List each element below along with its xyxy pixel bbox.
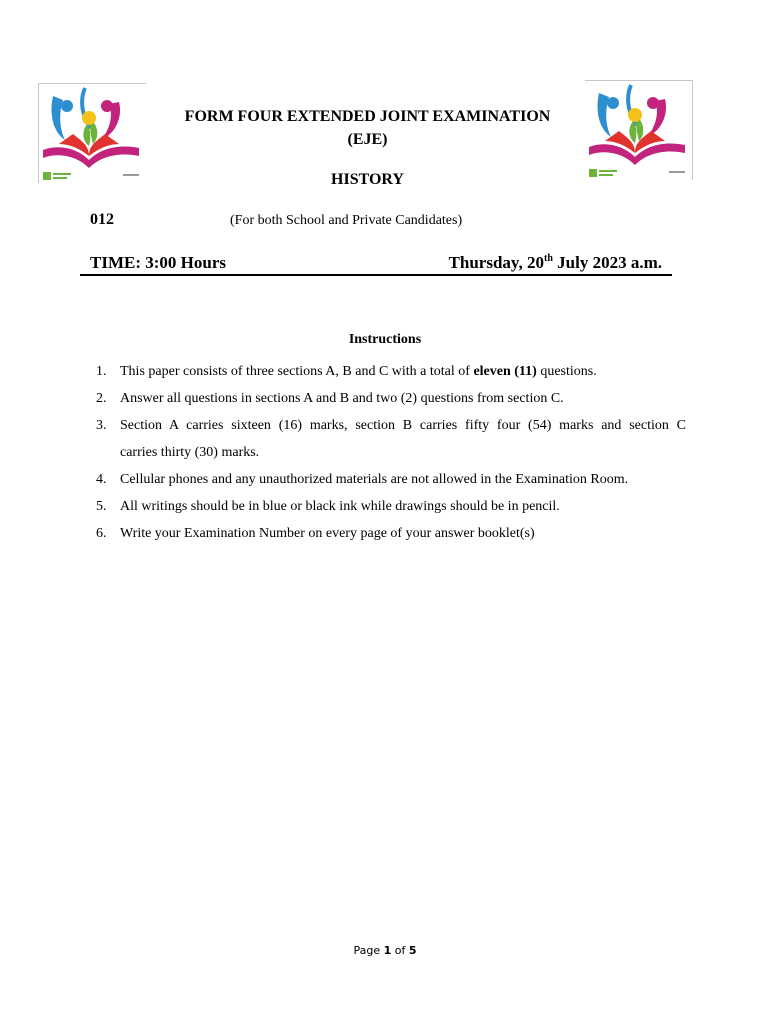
candidates-note: (For both School and Private Candidates) [230,213,463,228]
subject-code: 012 [90,211,114,228]
instruction-text: Cellular phones and any unauthorized materials are not allowed in the Examination Room. [120,472,629,487]
exam-duration: TIME: 3:00 Hours [90,253,226,272]
exam-abbreviation: (EJE) [347,131,388,148]
instruction-text: Section A carries sixteen (16) marks, section B carries fifty four (54) marks and section C [120,418,686,433]
page-label: Page [353,944,384,957]
instructions-list [96,358,686,547]
exam-title: FORM FOUR EXTENDED JOINT EXAMINATION [184,108,551,125]
instruction-item [96,358,686,385]
school-logo-right [585,80,693,180]
instruction-number: 3. [96,418,107,433]
school-logo-left [38,83,146,183]
page-total: 5 [408,944,417,957]
instruction-text: This paper consists of three sections A, B and C with a total of [120,364,474,379]
instruction-number: 6. [96,526,107,541]
instruction-item [96,412,686,466]
page-current: 1 [383,944,392,957]
exam-date [449,253,662,273]
instruction-number: 5. [96,499,107,514]
instruction-text-continued: carries thirty (30) marks. [120,445,260,460]
instruction-text: All writings should be in blue or black ink while drawings should be in pencil. [120,499,560,514]
instruction-item [96,493,686,520]
instruction-item [96,466,686,493]
page-of-label: of [391,944,409,957]
instructions-heading: Instructions [348,332,422,347]
instruction-item [96,520,686,547]
instruction-number: 2. [96,391,107,406]
header-divider [80,274,672,276]
school-emblem-icon [585,81,693,181]
date-month-year: July 2023 a.m. [552,253,662,272]
instruction-text: Write your Examination Number on every page of your answer booklet(s) [120,526,535,541]
instruction-emphasis: eleven (11) [473,364,537,379]
instruction-number: 4. [96,472,107,487]
school-emblem-icon [39,84,147,184]
date-ordinal: th [544,253,553,264]
subject-title: HISTORY [331,171,404,188]
page-footer [0,944,770,957]
instruction-text-end: questions. [536,364,597,379]
instruction-item [96,385,686,412]
instruction-text: Answer all questions in sections A and B and two (2) questions from section C. [120,391,564,406]
date-day: Thursday, 20 [448,253,544,272]
instruction-number: 1. [96,364,107,379]
